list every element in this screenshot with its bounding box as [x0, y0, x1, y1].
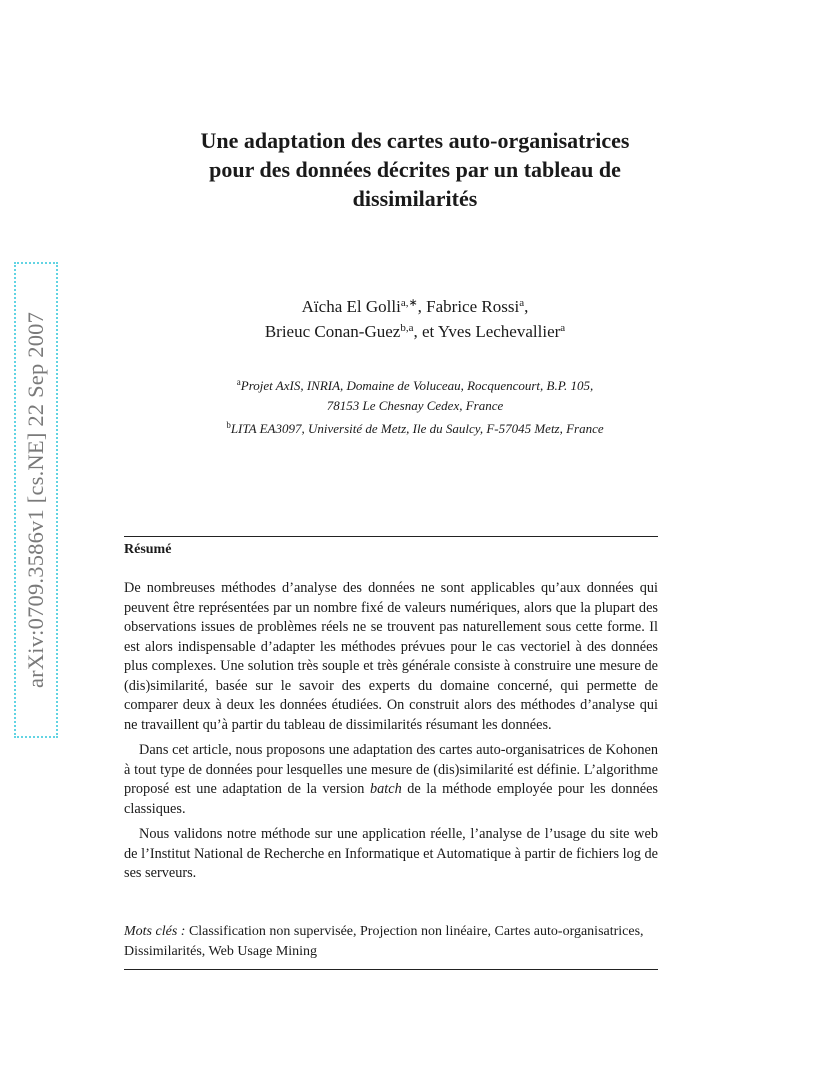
keywords-label: Mots clés :: [124, 924, 186, 939]
author-line-2: [110, 319, 720, 344]
paper-title: [110, 126, 720, 213]
title-line-1: Une adaptation des cartes auto-organisatrices: [200, 128, 630, 153]
abstract-bottom-rule: [124, 969, 658, 970]
author-separator: ,: [524, 297, 529, 316]
abstract-paragraph: De nombreuses méthodes d’analyse des données ne sont applicables qu’aux données qui peuvent être représentées par un nombre fixé de valeurs numériques, alors que la plupart des observations issues de problèmes réels ne se trouvent pas naturellement sous cette forme. Il est alors indispensable d’adapter les méthodes prévues pour le cas vectoriel à des données plus complexes. Une solution très souple et très générale consiste à construire une mesure de (dis)similarité, basée sur le savoir des experts du domaine concerné, qui permette de comparer deux à deux les données étudiées. On construit alors des méthodes d’analyse qui ne travaillent qu’à partir du tableau de dissimilarités résumant les données.: [124, 580, 658, 733]
affiliation-text: LITA EA3097, Université de Metz, Ile du Saulcy, F-57045 Metz, France: [230, 421, 604, 436]
keywords-text: Classification non supervisée, Projection non linéaire, Cartes auto-organisatrices, Dissimilarités, Web Usage Mining: [124, 924, 644, 959]
author-list: [110, 294, 720, 344]
author-separator: ,: [417, 297, 427, 316]
abstract-paragraph: Dans cet article, nous proposons une adaptation des cartes auto-organisatrices de Kohonen à tout type de données pour lesquelles une mesure de (dis)similarité est définie. L’algorithme proposé est une adaptation de la version batch de la méthode employée pour les données classiques.: [124, 742, 658, 817]
arxiv-identifier-stamp: [14, 262, 58, 738]
author-line-1: [110, 294, 720, 319]
author-name: Fabrice Rossi: [426, 297, 520, 316]
author-affiliation-mark: b,a: [400, 322, 414, 334]
author-affiliation-mark: a: [560, 322, 566, 334]
affiliation-b: [110, 419, 720, 439]
affiliation-mark: b: [226, 420, 231, 430]
emphasis-batch: batch: [369, 781, 402, 797]
author-affiliation-mark: a: [519, 297, 525, 309]
title-line-3: dissimilarités: [352, 186, 478, 211]
affiliation-mark: a: [236, 377, 241, 387]
author-name: Aïcha El Golli: [301, 297, 401, 316]
keywords: [124, 922, 658, 962]
affiliation-text: 78153 Le Chesnay Cedex, France: [326, 398, 504, 413]
affiliation-a: [110, 376, 720, 416]
arxiv-identifier-text: arXiv:0709.3586v1 [cs.NE] 22 Sep 2007: [23, 311, 48, 689]
abstract-top-rule: [124, 536, 658, 537]
abstract-heading: Résumé: [124, 542, 172, 557]
affiliation-text: Projet AxIS, INRIA, Domaine de Voluceau, Rocquencourt, B.P. 105,: [240, 378, 594, 393]
author-name: Brieuc Conan-Guez: [264, 322, 401, 341]
abstract-paragraph: Nous validons notre méthode sur une application réelle, l’analyse de l’usage du site web de l’Institut National de Recherche en Informatique et Automatique à partir de fichiers log de ses serveurs.: [124, 826, 658, 881]
abstract-body: [124, 579, 658, 890]
author-separator: , et: [413, 322, 438, 341]
author-name: Yves Lechevallier: [437, 322, 561, 341]
author-affiliation-mark: a,∗: [400, 297, 418, 309]
title-line-2: pour des données décrites par un tableau de: [209, 157, 621, 182]
